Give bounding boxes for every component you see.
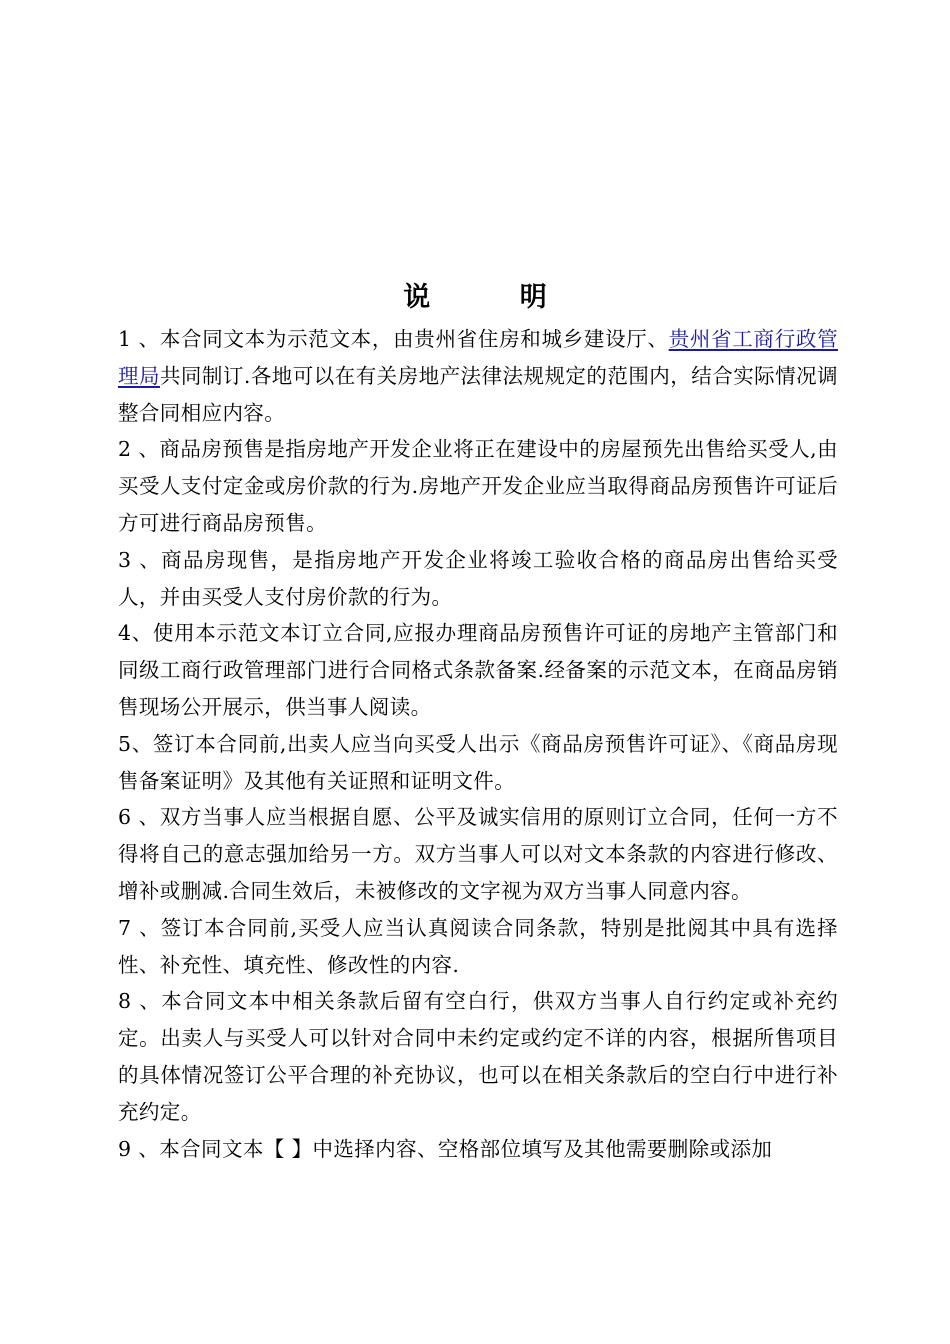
paragraph-3: 3 、商品房现售，是指房地产开发企业将竣工验收合格的商品房出售给买受人，并由买受人支付房价款的行为。 [118, 547, 838, 609]
paragraph-8: 8 、本合同文本中相关条款后留有空白行，供双方当事人自行约定或补充约定。出卖人与买受人可以针对合同中未约定或约定不详的内容，根据所售项目的具体情况签订公平合理的补充协议，也可以在相关条款后的空白行中进行补充约定。 [118, 989, 838, 1124]
agency-link[interactable]: 贵州省工商行政管理局 [118, 327, 838, 388]
paragraph-5: 5、签订本合同前,出卖人应当向买受人出示《商品房预售许可证》、《商品房现售备案证明》及其他有关证照和证明文件。 [118, 731, 838, 793]
paragraph-6: 6 、双方当事人应当根据自愿、公平及诚实信用的原则订立合同，任何一方不得将自己的意志强加给另一方。双方当事人可以对文本条款的内容进行修改、增补或删减.合同生效后，未被修改的文字视为双方当事人同意内容。 [118, 805, 838, 903]
paragraph-2: 2 、商品房预售是指房地产开发企业将正在建设中的房屋预先出售给买受人,由买受人支付定金或房价款的行为.房地产开发企业应当取得商品房预售许可证后方可进行商品房预售。 [118, 437, 838, 535]
document-title: 说 明 [403, 282, 587, 313]
paragraph-1 [118, 321, 838, 431]
paragraph-9: 9 、本合同文本【 】中选择内容、空格部位填写及其他需要删除或添加 [118, 1136, 773, 1161]
paragraph-4: 4、使用本示范文本订立合同,应报办理商品房预售许可证的房地产主管部门和同级工商行政管理部门进行合同格式条款备案.经备案的示范文本，在商品房销售现场公开展示，供当事人阅读。 [118, 621, 838, 719]
paragraph-1-text-cont: 共同制订.各地可以在有关房地产法律法规规定的范围内，结合实际情况调整合同相应内容。 [118, 363, 838, 425]
paragraph-7: 7 、签订本合同前,买受人应当认真阅读合同条款，特别是批阅其中具有选择性、补充性、填充性、修改性的内容. [118, 915, 838, 977]
document-body [118, 321, 838, 1167]
paragraph-1-text: 1 、本合同文本为示范文本，由贵州省住房和城乡建设厅、 [118, 327, 669, 351]
